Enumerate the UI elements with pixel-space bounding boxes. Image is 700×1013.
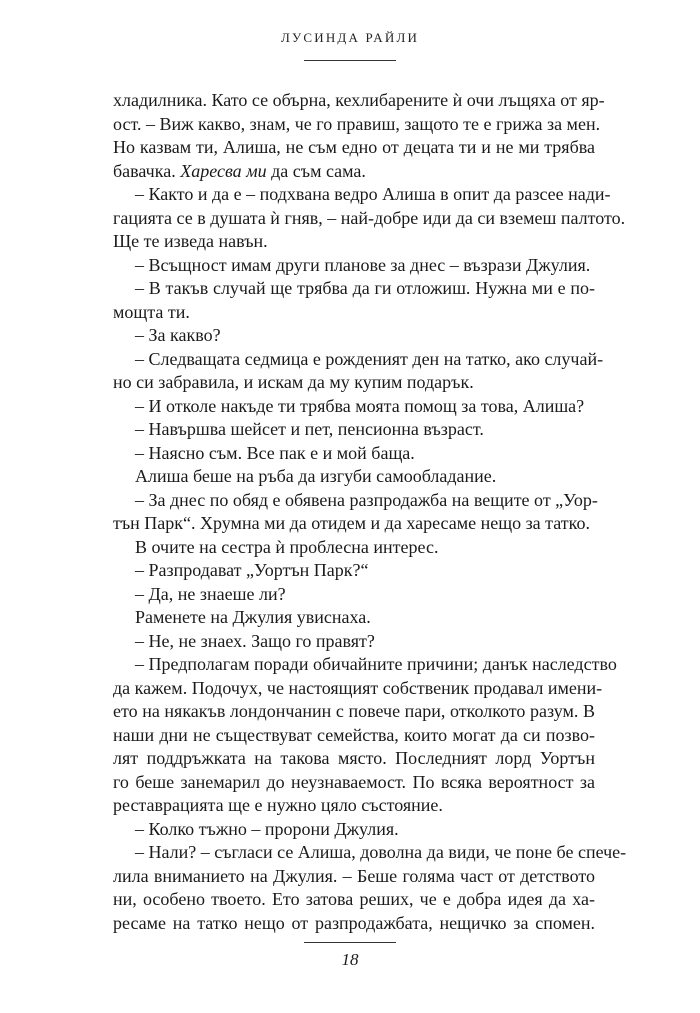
text-line: – За какво? (135, 325, 221, 345)
text-line: – Разпродават „Уортън Парк?“ (135, 560, 369, 580)
text-line: реставрацията ще е нужно цяло състояние. (113, 795, 443, 815)
text-line: – Да, не знаеше ли? (135, 583, 286, 604)
text-line: лят поддръжката на такова място. Последният лорд Уортън (113, 748, 595, 768)
text-line: хладилника. Като се обърна, кехлибарените ѝ очи лъщяха от яр- (113, 90, 605, 110)
header-divider (304, 60, 396, 61)
text-line: – Предполагам поради обичайните причини; данък наследство (135, 654, 617, 674)
footer-divider (304, 942, 396, 943)
text-line: Алиша беше на ръба да изгуби самообладание. (135, 466, 497, 486)
text-line (113, 160, 595, 184)
page-body (113, 89, 627, 935)
text-line: – За днес по обяд е обявена разпродажба на вещите от „Уор- (135, 489, 598, 510)
text-line: но си забравила, и искам да му купим подарък. (113, 372, 474, 392)
text-span: да съм сама. (266, 160, 366, 181)
text-line: Раменете на Джулия увиснаха. (135, 607, 371, 627)
text-line: В очите на сестра ѝ проблесна интерес. (135, 536, 439, 557)
text-line: гацията се в душата ѝ гняв, – най-добре иди да си вземеш палтото. (113, 207, 626, 228)
text-line: – Колко тъжно – пророни Джулия. (135, 818, 399, 839)
text-line: – Наясно съм. Все пак е и мой баща. (135, 442, 415, 463)
italic-emphasis: Харесва ми (180, 160, 267, 181)
text-line: – Нали? – съгласи се Алиша, доволна да види, че поне бе спече- (135, 842, 627, 862)
text-line: ето на някакъв лондончанин с повече пари, отколкото разум. В (113, 701, 595, 721)
text-span: бавачка. (113, 160, 181, 181)
text-line: тън Парк“. Хрумна ми да отидем и да харесаме нещо за татко. (113, 513, 590, 533)
text-line: да кажем. Подочух, че настоящият собственик продавал имени- (113, 677, 603, 698)
text-line: – И отколе накъде ти трябва моята помощ за това, Алиша? (135, 395, 585, 416)
running-header: ЛУСИНДА РАЙЛИ (280, 30, 420, 45)
text-line: лила вниманието на Джулия. – Беше голяма част от детството (113, 865, 595, 886)
page-number: 18 (341, 950, 359, 969)
text-line: ресаме на татко нещо от разпродажбата, нещичко за спомен. (113, 912, 595, 933)
text-line: ни, особено твоето. Ето затова реших, че е добра идея да ха- (113, 889, 595, 909)
text-line: Ще те изведа навън. (113, 231, 268, 251)
text-line: – В такъв случай ще трябва да ги отложиш. Нужна ми е по- (135, 278, 595, 298)
text-line: мощта ти. (113, 301, 190, 322)
text-line: – Не, не знаех. Защо го правят? (135, 630, 375, 651)
text-line: – Както и да е – подхвана ведро Алиша в опит да разсее нади- (135, 184, 611, 204)
text-line: наши дни не съществуват семейства, които могат да си позво- (113, 724, 595, 745)
text-line: Но казвам ти, Алиша, не съм едно от децата ти и не ми трябва (113, 137, 595, 157)
text-line: ост. – Виж какво, знам, че го правиш, защото те е грижа за мен. (113, 113, 601, 134)
text-line: – Следващата седмица е рожденият ден на татко, ако случай- (135, 348, 604, 369)
text-line: – Навършва шейсет и пет, пенсионна възраст. (135, 419, 484, 439)
text-line: го беше занемарил до неузнаваемост. По всяка вероятност за (113, 771, 595, 792)
text-line: – Всъщност имам други планове за днес – възрази Джулия. (135, 254, 591, 275)
